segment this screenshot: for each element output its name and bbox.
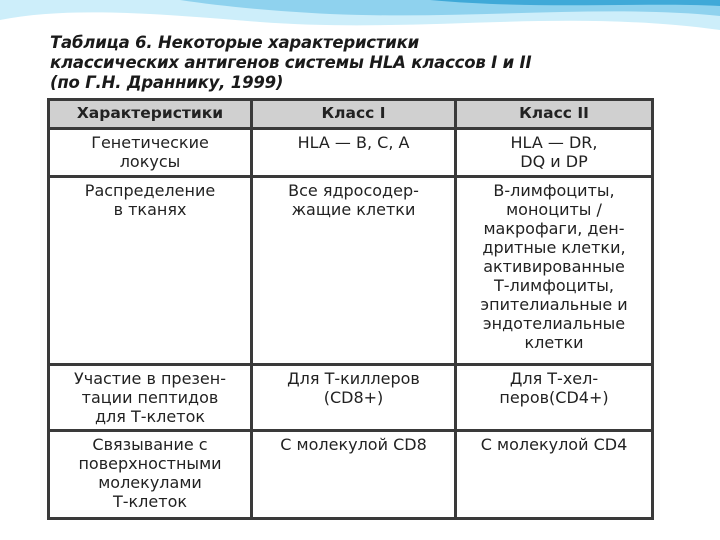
cell-line: клетки — [524, 333, 584, 352]
table-row — [49, 129, 653, 177]
hla-antigens-table — [47, 98, 654, 520]
cell-line: эндотелиальные — [482, 314, 626, 333]
row-label-cell — [49, 177, 252, 365]
cell-line: Связывание с — [92, 435, 208, 454]
table-row — [49, 365, 653, 431]
wave-white-stripe — [0, 19, 260, 30]
row-label-cell — [49, 365, 252, 431]
cell-line: тации пептидов — [81, 388, 219, 407]
cell-line: перов(CD4+) — [499, 388, 609, 407]
cell-line: для Т-клеток — [94, 407, 206, 426]
header-characteristics: Характеристики — [49, 100, 252, 129]
cell-line: дритные клетки, — [482, 238, 626, 257]
class-2-cell — [456, 129, 653, 177]
caption-line-2: классических антигенов системы HLA классов I и II — [50, 53, 532, 72]
row-label-cell — [49, 129, 252, 177]
class-2-cell — [456, 365, 653, 431]
cell-line: жащие клетки — [291, 200, 416, 219]
cell-line: Т-лимфоциты, — [493, 276, 615, 295]
cell-line: в тканях — [113, 200, 187, 219]
caption-line-1: Таблица 6. Некоторые характеристики — [50, 33, 419, 52]
class-1-cell — [252, 129, 456, 177]
cell-line: моноциты / — [506, 200, 602, 219]
header-class-2: Класс II — [456, 100, 653, 129]
cell-line: Участие в презен- — [73, 369, 226, 388]
table-row — [49, 431, 653, 519]
cell-line: DQ и DP — [520, 152, 588, 171]
cell-line: Т-клеток — [112, 492, 188, 511]
caption-line-3: (по Г.Н. Драннику, 1999) — [50, 73, 284, 92]
cell-line: HLA — DR, — [510, 133, 598, 152]
cell-line: С молекулой CD4 — [480, 435, 628, 454]
cell-line: локусы — [119, 152, 181, 171]
table-caption — [50, 33, 670, 93]
cell-line: (CD8+) — [323, 388, 384, 407]
cell-line: Распределение — [84, 181, 216, 200]
class-1-cell — [252, 365, 456, 431]
cell-line: Генетические — [91, 133, 209, 152]
cell-line: HLA — B, C, A — [297, 133, 410, 152]
cell-line: активированные — [483, 257, 625, 276]
table-row — [49, 177, 653, 365]
cell-line: эпителиальные и — [480, 295, 628, 314]
cell-line: С молекулой CD8 — [280, 435, 427, 454]
class-1-cell — [252, 177, 456, 365]
class-2-cell — [456, 177, 653, 365]
cell-line: поверхностными — [78, 454, 222, 473]
cell-line: молекулами — [98, 473, 202, 492]
cell-line: Для Т-хел- — [509, 369, 599, 388]
table-header-row — [49, 100, 653, 129]
cell-line: макрофаги, ден- — [483, 219, 625, 238]
cell-line: В-лимфоциты, — [493, 181, 615, 200]
class-1-cell — [252, 431, 456, 519]
cell-line: Для Т-киллеров — [287, 369, 420, 388]
cell-line: Все ядросодер- — [288, 181, 419, 200]
class-2-cell — [456, 431, 653, 519]
row-label-cell — [49, 431, 252, 519]
header-class-1: Класс I — [252, 100, 456, 129]
